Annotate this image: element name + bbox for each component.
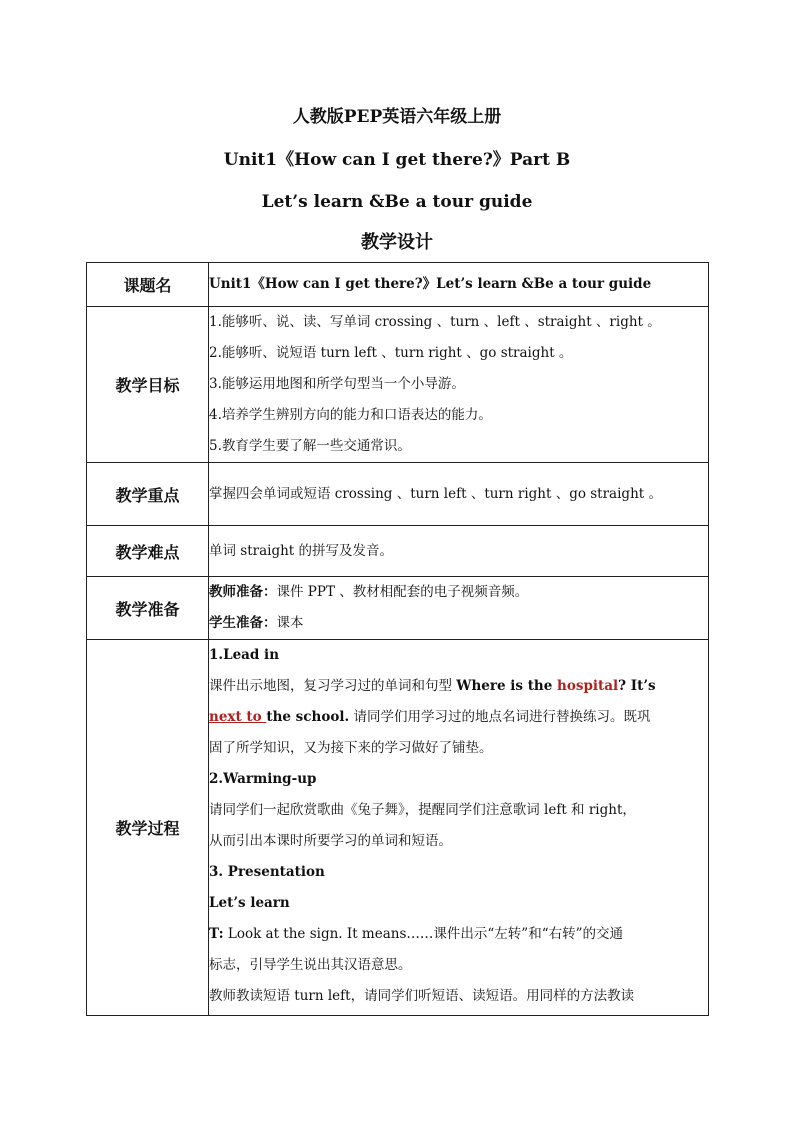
title-line-4: 教学设计 <box>361 232 433 253</box>
lead-in-school: the school. <box>266 709 350 725</box>
lead-in-highlight-hospital: hospital <box>557 678 619 694</box>
goal-item: 2.能够听、说短语 turn left 、turn right 、go straight 。 <box>209 345 573 361</box>
title-line-1: 人教版PEP英语六年级上册 <box>292 107 502 127</box>
lead-in-sentence-end: ? It’s <box>618 678 656 694</box>
goals-content <box>209 307 709 463</box>
goal-item: 3.能够运用地图和所学句型当一个小导游。 <box>209 376 465 392</box>
topic-text: Unit1《How can I get there?》Let’s learn &Be a tour guide <box>209 276 652 292</box>
teacher-line-1 <box>209 919 708 950</box>
student-preparation <box>209 608 708 639</box>
table-row-preparation <box>87 577 709 640</box>
difficulties-text: 单词 straight 的拼写及发音。 <box>209 542 394 559</box>
warmup-paragraph-line-2: 从而引出本课时所要学习的单词和短语。 <box>209 833 452 849</box>
process-label: 教学过程 <box>87 640 209 1016</box>
goal-item: 1.能够听、说、读、写单词 crossing 、turn 、left 、straight 、right 。 <box>209 314 661 330</box>
lead-in-heading: 1.Lead in <box>209 647 280 663</box>
goal-item: 4.培养学生辨别方向的能力和口语表达的能力。 <box>209 407 492 423</box>
lesson-plan-table <box>86 262 709 1016</box>
warmup-heading: 2.Warming-up <box>209 771 317 787</box>
teacher-line-3: 教师教读短语 turn left，请同学们听短语、读短语。用同样的方法教读 <box>209 988 635 1004</box>
key-points-text: 掌握四会单词或短语 crossing 、turn left 、turn right 、go straight 。 <box>209 485 662 502</box>
table-row-process <box>87 640 709 1016</box>
difficulties-label: 教学难点 <box>87 526 209 577</box>
student-preparation-label: 学生准备： <box>209 615 277 631</box>
difficulties-content <box>209 526 709 577</box>
goal-item: 5.教育学生要了解一些交通常识。 <box>209 438 411 454</box>
topic-label: 课题名 <box>87 263 209 307</box>
teacher-preparation-label: 教师准备： <box>209 584 277 600</box>
lead-in-paragraph-line-1 <box>209 671 708 702</box>
table-row-difficulties <box>87 526 709 577</box>
table-row-key-points <box>87 463 709 526</box>
lead-in-sentence: Where is the <box>456 678 558 694</box>
teacher-preparation-value: 课件 PPT 、教材相配套的电子视频音频。 <box>276 584 529 600</box>
table-row-goals <box>87 307 709 463</box>
key-points-content <box>209 463 709 526</box>
student-preparation-value: 课本 <box>276 615 304 631</box>
goals-label: 教学目标 <box>87 307 209 463</box>
preparation-content <box>209 577 709 640</box>
teacher-speaker-label: T: <box>209 926 224 942</box>
title-line-3: Let’s learn &Be a tour guide <box>261 192 533 212</box>
lets-learn-heading: Let’s learn <box>209 895 290 911</box>
lead-in-instruction: 请同学们用学习过的地点名词进行替换练习。既巩 <box>349 709 651 725</box>
lead-in-paragraph-line-2 <box>209 702 708 733</box>
key-points-label: 教学重点 <box>87 463 209 526</box>
teacher-line-2: 标志，引导学生说出其汉语意思。 <box>209 957 412 973</box>
process-content <box>209 640 709 1016</box>
title-line-2: Unit1《How can I get there?》Part B <box>223 150 571 170</box>
teacher-speech: Look at the sign. It means……课件出示“左转”和“右转”的交通 <box>223 926 623 942</box>
warmup-paragraph-line-1: 请同学们一起欣赏歌曲《兔子舞》，提醒同学们注意歌词 left 和 right， <box>209 802 636 818</box>
lead-in-text: 课件出示地图，复习学习过的单词和句型 <box>209 678 457 694</box>
lead-in-paragraph-line-3: 固了所学知识，又为接下来的学习做好了铺垫。 <box>209 740 493 756</box>
table-row-topic <box>87 263 709 307</box>
preparation-label: 教学准备 <box>87 577 209 640</box>
presentation-heading: 3. Presentation <box>209 864 325 880</box>
teacher-preparation <box>209 577 708 608</box>
lead-in-highlight-next-to: next to <box>209 709 267 725</box>
topic-value <box>209 263 709 307</box>
